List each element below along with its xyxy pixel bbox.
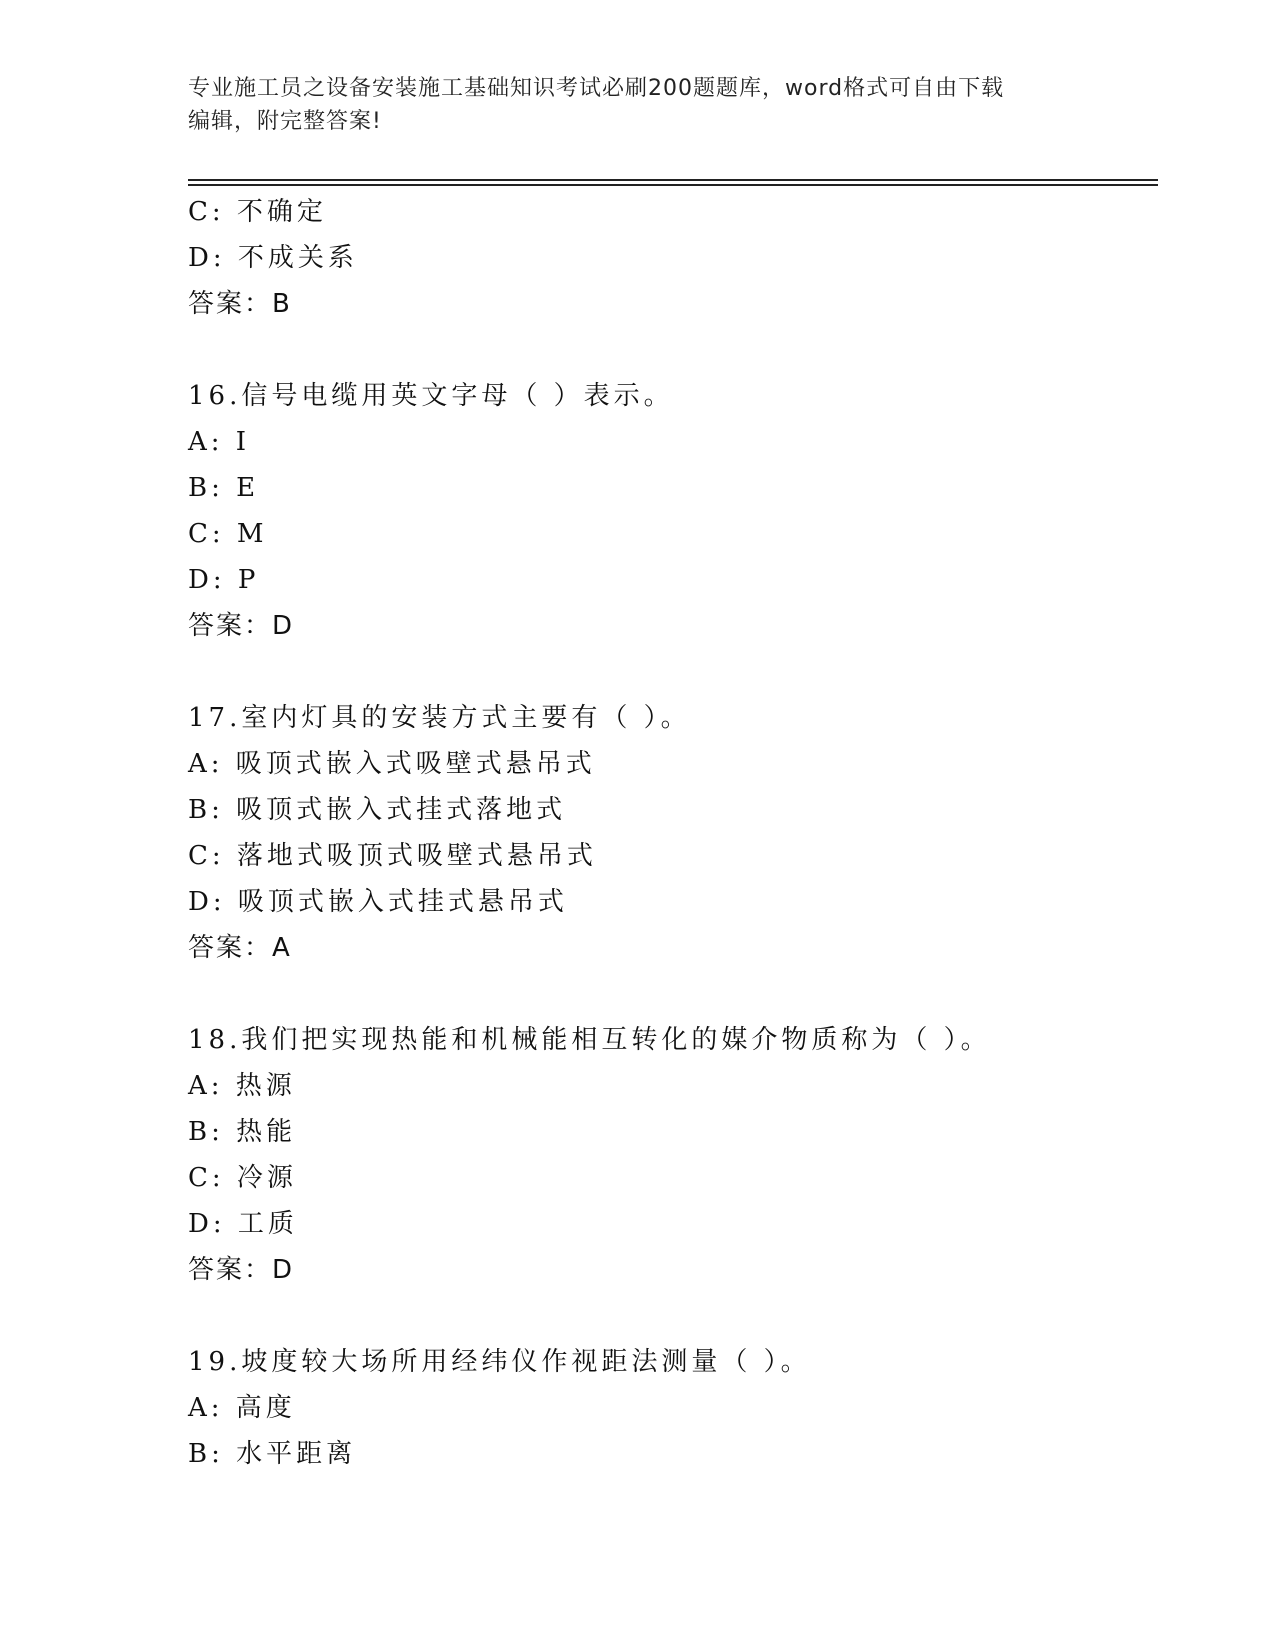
q16-answer: 答案：D xyxy=(188,611,295,641)
q17-option-d: D: 吸顶式嵌入式挂式悬吊式 xyxy=(188,887,568,917)
q18-option-a: A: 热源 xyxy=(188,1071,296,1101)
q19-option-a: A: 高度 xyxy=(188,1393,296,1423)
q17-question: 17.室内灯具的安装方式主要有（ ）。 xyxy=(188,703,691,733)
q15-answer: 答案：B xyxy=(188,289,292,319)
q17-option-c: C: 落地式吸顶式吸壁式悬吊式 xyxy=(188,841,597,871)
q15-option-c: C: 不确定 xyxy=(188,197,327,227)
q19-question: 19.坡度较大场所用经纬仪作视距法测量（ ）。 xyxy=(188,1347,811,1377)
question-list xyxy=(188,189,1158,1477)
spacer xyxy=(188,1293,1158,1339)
document-header xyxy=(188,72,1088,138)
q18-answer: 答案：D xyxy=(188,1255,295,1285)
q16-option-a: A: I xyxy=(188,427,251,457)
spacer xyxy=(188,327,1158,373)
q18-option-c: C: 冷源 xyxy=(188,1163,297,1193)
q18-option-d: D: 工质 xyxy=(188,1209,298,1239)
q16-option-c: C: M xyxy=(188,519,268,549)
spacer xyxy=(188,971,1158,1017)
q17-option-b: B: 吸顶式嵌入式挂式落地式 xyxy=(188,795,567,825)
q18-question: 18.我们把实现热能和机械能相互转化的媒介物质称为（ ）。 xyxy=(188,1025,991,1055)
q18-option-b: B: 热能 xyxy=(188,1117,297,1147)
q16-option-b: B: E xyxy=(188,473,260,503)
header-title-line-2: 编辑，附完整答案! xyxy=(188,109,382,134)
spacer xyxy=(188,649,1158,695)
header-title-line-1: 专业施工员之设备安装施工基础知识考试必刷200题题库，word格式可自由下载 xyxy=(188,76,1005,101)
q16-question: 16.信号电缆用英文字母（ ）表示。 xyxy=(188,381,674,411)
q17-answer: 答案：A xyxy=(188,933,292,963)
q16-option-d: D: P xyxy=(188,565,260,595)
header-rule-bottom xyxy=(188,184,1158,186)
q15-option-d: D: 不成关系 xyxy=(188,243,358,273)
q17-option-a: A: 吸顶式嵌入式吸壁式悬吊式 xyxy=(188,749,596,779)
header-rule-top xyxy=(188,179,1158,181)
q19-option-b: B: 水平距离 xyxy=(188,1439,357,1469)
